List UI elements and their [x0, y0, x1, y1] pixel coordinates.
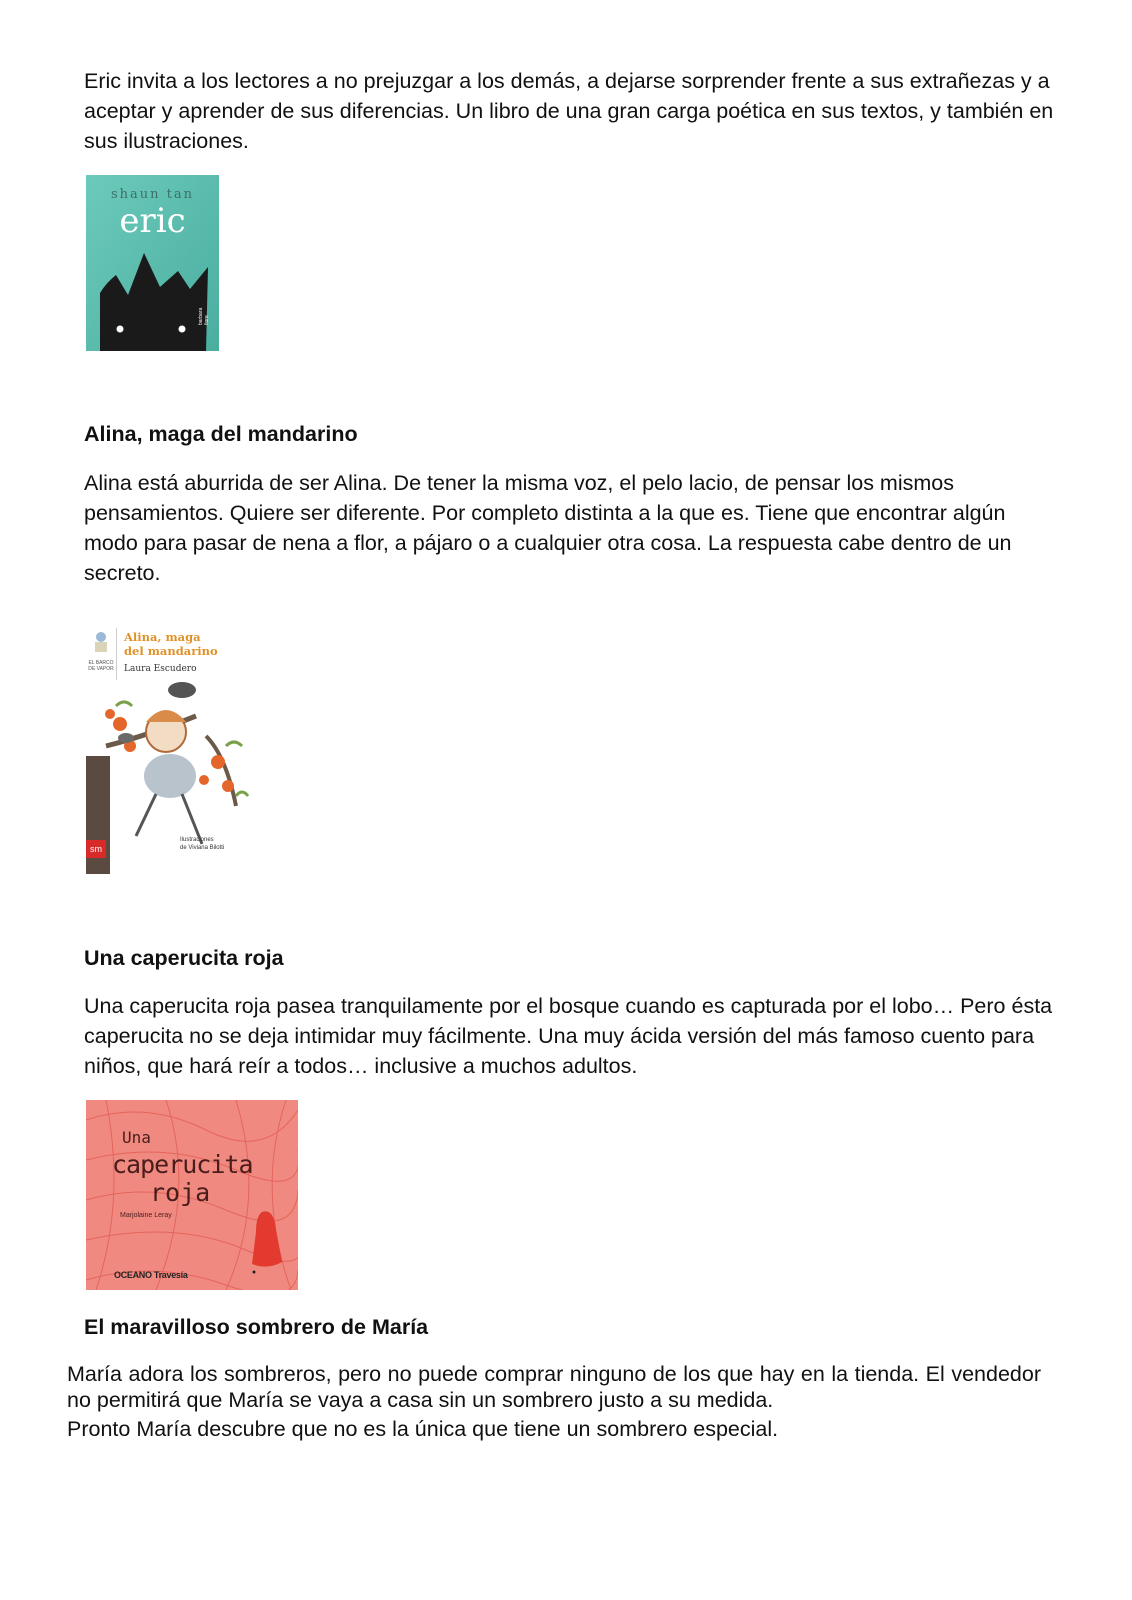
book-description-maria-2: Pronto María descubre que no es la única que tiene un sombrero especial.: [67, 1417, 779, 1441]
book-heading-maria: El maravilloso sombrero de María: [84, 1315, 429, 1339]
eric-cover-publisher: barbara fiore: [198, 307, 210, 325]
intro-paragraph: Eric invita a los lectores a no prejuzgar a los demás, a dejarse sorprender frente a sus extrañezas y a aceptar y aprender de sus diferencias. Un libro de una gran carga poética en sus textos, y también en sus ilustraciones.: [84, 69, 1054, 153]
alina-cover-title-line2: del mandarino: [124, 644, 218, 658]
book-description-caperucita: Una caperucita roja pasea tranquilamente por el bosque cuando es capturada por el lobo… Pero ésta caperucita no se deja intimidar muy fácilmente. Una muy ácida versión del más famoso cuento para niños, que hará reír a todos… inclusive a muchos adultos.: [84, 994, 1053, 1078]
caperucita-book-cover: [86, 1100, 298, 1290]
steamboat-icon: [86, 628, 116, 658]
caperucita-cover-title-line3: roja: [150, 1178, 211, 1207]
caperucita-cover-title-line1: Una: [122, 1128, 151, 1147]
alina-cover-author: Laura Escudero: [124, 664, 197, 674]
alina-cover-illustration: [86, 676, 252, 874]
caperucita-cover-title-line2: caperucita: [112, 1150, 253, 1179]
barco-de-vapor-logo: [86, 628, 117, 680]
caperucita-cover-author: Marjolaine Leray: [120, 1212, 172, 1219]
alina-cover-illustrator-line2: de Viviana Bilotti: [180, 845, 225, 851]
oceano-publisher-logo: OCEANO Travesía: [114, 1270, 188, 1280]
alina-book-cover: [86, 624, 252, 874]
alina-cover-illustrator: [180, 836, 224, 852]
alina-cover-illustrator-line1: Ilustraciones: [180, 837, 214, 843]
alina-cover-title-line1: Alina, maga: [124, 630, 201, 644]
eric-cover-title: eric: [119, 201, 186, 241]
eric-book-cover: [86, 175, 219, 351]
book-heading-alina: Alina, maga del mandarino: [84, 422, 358, 446]
alina-cover-title: [124, 630, 218, 658]
book-description-maria: María adora los sombreros, pero no puede comprar ninguno de los que hay en la tienda. El vendedor no permitirá que María se vaya a casa sin un sombrero justo a su medida.: [67, 1362, 1041, 1412]
sm-publisher-logo: sm: [86, 840, 106, 858]
book-heading-caperucita: Una caperucita roja: [84, 946, 284, 970]
eric-cover-author: shaun tan: [110, 187, 195, 202]
book-description-alina: Alina está aburrida de ser Alina. De tener la misma voz, el pelo lacio, de pensar los mismos pensamientos. Quiere ser diferente. Por completo distinta a la que es. Tiene que encontrar algún modo para pasar de nena a flor, a pájaro o a cualquier otra cosa. La respuesta cabe dentro de un secreto.: [84, 471, 1012, 585]
collection-label: EL BARCO DE VAPOR: [88, 660, 114, 672]
